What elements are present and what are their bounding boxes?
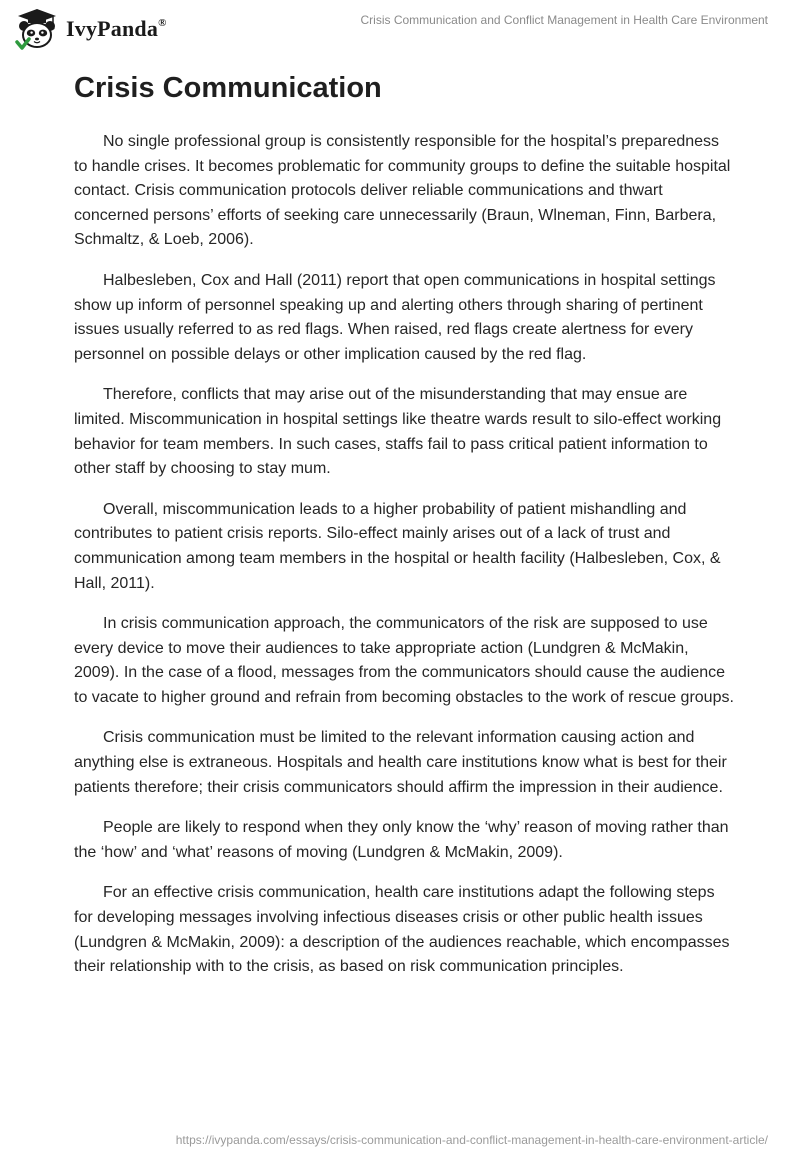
brand-logo[interactable]	[14, 8, 167, 52]
paragraph: Therefore, conflicts that may arise out of the misunderstanding that may ensue are limited. Miscommunication in hospital settings like theatre wards result to silo-effect working behavior for team members. In such cases, staffs fail to pass critical patient information to other staff by choosing to stay mum.	[74, 386, 722, 478]
paragraph: For an effective crisis communication, health care institutions adapt the following steps for developing messages involving infectious diseases crisis or other public health issues (Lundgren & McMakin, 2009): a description of the audiences reachable, which encompasses their relationship with to the crisis, as based on risk communication principles.	[74, 884, 730, 976]
paragraph: Halbesleben, Cox and Hall (2011) report that open communications in hospital settings show up inform of personnel speaking up and alerting others through sharing of pertinent issues usually referred to as red flags. When raised, red flags create alertness for every personnel on possible delays or other implication caused by the red flag.	[74, 271, 716, 363]
paragraph: In crisis communication approach, the communicators of the risk are supposed to use every device to move their audiences to take appropriate action (Lundgren & McMakin, 2009). In the case of a flood, messages from the communicators should cause the audience to vacate to higher ground and refrain from becoming obstacles to the work of rescue groups.	[74, 615, 734, 706]
paragraph: Overall, miscommunication leads to a higher probability of patient mishandling and contributes to patient crisis reports. Silo-effect mainly arises out of a lack of trust and communication among team members in the hospital or health facility (Halbesleben, Cox, & Hall, 2011).	[74, 500, 721, 592]
paragraph: Crisis communication must be limited to the relevant information causing action and anything else is extraneous. Hospitals and health care institutions know what is best for their patients therefore; their crisis communicators should affirm the impression in their audience.	[74, 729, 727, 796]
paragraph: People are likely to respond when they only know the ‘why’ reason of moving rather than the ‘how’ and ‘what’ reasons of moving (Lundgren & McMakin, 2009).	[74, 819, 729, 861]
source-url-link[interactable]: https://ivypanda.com/essays/crisis-communication-and-conflict-management-in-health-care-environment-article/	[175, 1133, 768, 1147]
article-body	[74, 130, 734, 996]
brand-name: IvyPanda®	[66, 16, 167, 41]
panda-mascot-icon	[14, 8, 60, 52]
page-title: Crisis Communication	[74, 72, 382, 104]
page-header	[0, 0, 800, 60]
document-header-title: Crisis Communication and Conflict Management in Health Care Environment	[360, 13, 768, 27]
paragraph: No single professional group is consistently responsible for the hospital’s preparedness to handle crises. It becomes problematic for community groups to define the suitable hospital contact. Crisis communication protocols deliver reliable communications and thwart concerned persons’ efforts of seeking care unnecessarily (Braun, Wlneman, Finn, Barbera, Schmaltz, & Loeb, 2006).	[74, 133, 731, 249]
